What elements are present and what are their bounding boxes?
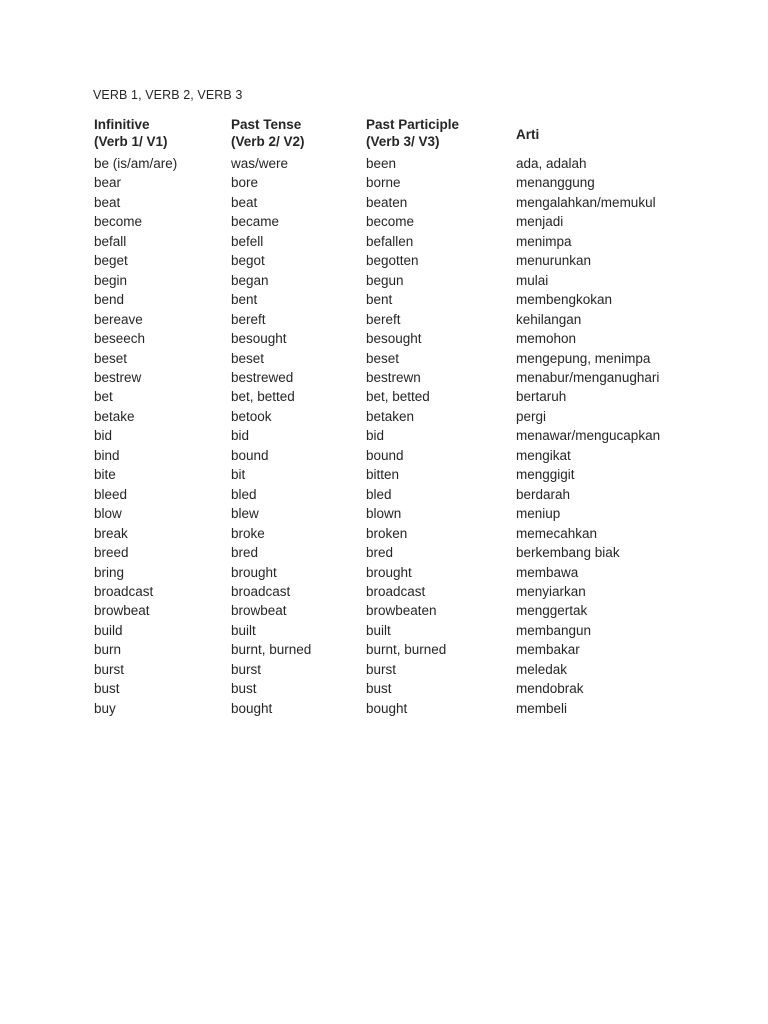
cell-past-tense: became — [231, 214, 280, 230]
table-row — [94, 485, 694, 504]
table-row — [94, 154, 694, 173]
cell-past-tense: was/were — [231, 156, 289, 171]
cell-arti: memohon — [516, 331, 577, 347]
cell-arti: meledak — [516, 661, 568, 677]
cell-past-tense: bet, betted — [231, 389, 295, 405]
cell-arti: pergi — [516, 408, 547, 424]
header-past-tense-line1: Past Tense — [231, 117, 302, 132]
cell-past-participle: bid — [366, 428, 385, 444]
table-row — [94, 543, 694, 562]
table-row — [94, 621, 694, 640]
table-row — [94, 446, 694, 465]
cell-infinitive: become — [94, 214, 143, 230]
cell-infinitive: betake — [94, 408, 135, 424]
cell-past-tense: bereft — [231, 311, 266, 327]
table-row — [94, 329, 694, 348]
cell-infinitive: bust — [94, 681, 120, 697]
header-past-tense-line2: (Verb 2/ V2) — [231, 134, 305, 149]
cell-infinitive: befall — [94, 233, 127, 249]
header-infinitive-line1: Infinitive — [94, 117, 150, 132]
cell-infinitive: bind — [94, 447, 120, 463]
table-row — [94, 193, 694, 212]
cell-infinitive: bestrew — [94, 369, 142, 385]
cell-past-tense: built — [231, 622, 256, 638]
cell-past-participle: bought — [366, 700, 408, 716]
table-row — [94, 368, 694, 387]
table-row — [94, 271, 694, 290]
table-row — [94, 563, 694, 582]
cell-infinitive: bet — [94, 389, 113, 405]
cell-arti: memecahkan — [516, 525, 598, 541]
cell-past-participle: bound — [366, 447, 404, 463]
cell-infinitive: burn — [94, 642, 122, 658]
cell-past-participle: bet, betted — [366, 389, 430, 405]
cell-past-tense: began — [231, 272, 269, 288]
cell-past-participle: begotten — [366, 253, 419, 269]
table-header — [94, 116, 694, 154]
cell-past-participle: beaten — [366, 194, 408, 210]
cell-past-participle: browbeaten — [366, 603, 437, 619]
cell-infinitive: blow — [94, 506, 122, 522]
cell-infinitive: bring — [94, 564, 125, 580]
header-past-tense — [231, 116, 366, 154]
cell-past-tense: bled — [231, 486, 257, 502]
cell-past-participle: beset — [366, 350, 400, 366]
cell-infinitive: broadcast — [94, 583, 154, 599]
cell-past-participle: burst — [366, 661, 397, 677]
document-title: VERB 1, VERB 2, VERB 3 — [93, 88, 243, 102]
cell-infinitive: browbeat — [94, 603, 150, 619]
table-row — [94, 601, 694, 620]
cell-arti: menawar/mengucapkan — [516, 428, 661, 444]
table-row — [94, 524, 694, 543]
cell-past-tense: beset — [231, 350, 265, 366]
cell-past-participle: bent — [366, 292, 393, 308]
cell-arti: kehilangan — [516, 311, 582, 327]
cell-arti: mulai — [516, 272, 549, 288]
cell-past-participle: bust — [366, 681, 392, 697]
cell-past-tense: bore — [231, 175, 259, 191]
cell-past-tense: broke — [231, 525, 265, 541]
cell-past-tense: broadcast — [231, 583, 291, 599]
cell-arti: menggigit — [516, 467, 575, 483]
cell-infinitive: beset — [94, 350, 128, 366]
table-row — [94, 504, 694, 523]
cell-infinitive: burst — [94, 661, 125, 677]
verb-table — [94, 116, 694, 718]
cell-arti: menurunkan — [516, 253, 592, 269]
table-row — [94, 173, 694, 192]
cell-past-tense: betook — [231, 408, 272, 424]
cell-arti: membakar — [516, 642, 580, 658]
header-infinitive — [94, 116, 231, 154]
cell-infinitive: break — [94, 525, 128, 541]
cell-arti: membeli — [516, 700, 568, 716]
header-past-participle-line1: Past Participle — [366, 117, 460, 132]
header-arti-line1: Arti — [516, 126, 540, 142]
cell-arti: bertaruh — [516, 389, 567, 405]
table-row — [94, 679, 694, 698]
cell-arti: mengepung, menimpa — [516, 350, 651, 366]
cell-past-tense: browbeat — [231, 603, 287, 619]
cell-past-tense: bestrewed — [231, 369, 294, 385]
cell-past-participle: burnt, burned — [366, 642, 447, 658]
cell-arti: membengkokan — [516, 292, 613, 308]
cell-infinitive: bend — [94, 292, 125, 308]
cell-arti: menyiarkan — [516, 583, 586, 599]
cell-past-tense: bound — [231, 447, 269, 463]
cell-past-tense: burst — [231, 661, 262, 677]
cell-past-participle: begun — [366, 272, 404, 288]
cell-arti: menabur/menganughari — [516, 369, 660, 385]
table-row — [94, 640, 694, 659]
table-body — [94, 154, 694, 718]
cell-arti: berdarah — [516, 486, 571, 502]
cell-arti: menimpa — [516, 233, 572, 249]
cell-past-tense: bought — [231, 700, 273, 716]
cell-arti: membangun — [516, 622, 592, 638]
cell-infinitive: bid — [94, 428, 113, 444]
cell-past-tense: brought — [231, 564, 277, 580]
cell-infinitive: bear — [94, 175, 122, 191]
cell-infinitive: begin — [94, 272, 128, 288]
cell-past-tense: blew — [231, 506, 259, 522]
cell-past-tense: bred — [231, 545, 259, 561]
table-row — [94, 426, 694, 445]
cell-arti: menggertak — [516, 603, 588, 619]
cell-arti: mengalahkan/memukul — [516, 194, 656, 210]
table-row — [94, 660, 694, 679]
cell-past-participle: bereft — [366, 311, 401, 327]
cell-past-tense: bent — [231, 292, 258, 308]
cell-past-participle: broken — [366, 525, 408, 541]
cell-past-tense: bid — [231, 428, 250, 444]
cell-infinitive: beseech — [94, 331, 146, 347]
cell-past-tense: burnt, burned — [231, 642, 312, 658]
cell-infinitive: bite — [94, 467, 116, 483]
cell-past-tense: befell — [231, 233, 264, 249]
cell-past-participle: bled — [366, 486, 392, 502]
cell-past-tense: bust — [231, 681, 257, 697]
cell-past-participle: befallen — [366, 233, 414, 249]
cell-arti: ada, adalah — [516, 156, 587, 171]
cell-arti: mengikat — [516, 447, 571, 463]
cell-arti: menanggung — [516, 175, 595, 191]
cell-infinitive: buy — [94, 700, 116, 716]
cell-past-participle: been — [366, 156, 397, 171]
cell-past-participle: built — [366, 622, 391, 638]
cell-infinitive: build — [94, 622, 123, 638]
header-past-participle-line2: (Verb 3/ V3) — [366, 134, 440, 149]
cell-past-participle: become — [366, 214, 415, 230]
cell-arti: mendobrak — [516, 681, 584, 697]
header-infinitive-line2: (Verb 1/ V1) — [94, 134, 168, 149]
cell-arti: membawa — [516, 564, 579, 580]
cell-past-tense: besought — [231, 331, 287, 347]
table-row — [94, 699, 694, 718]
cell-past-participle: bred — [366, 545, 394, 561]
cell-past-participle: bestrewn — [366, 369, 421, 385]
table-row — [94, 407, 694, 426]
header-arti — [516, 116, 694, 154]
table-row — [94, 387, 694, 406]
cell-infinitive: bleed — [94, 486, 128, 502]
header-past-participle — [366, 116, 516, 154]
cell-past-participle: besought — [366, 331, 422, 347]
cell-arti: menjadi — [516, 214, 564, 230]
table-row — [94, 349, 694, 368]
table-row — [94, 251, 694, 270]
cell-past-tense: beat — [231, 194, 258, 210]
cell-infinitive: breed — [94, 545, 129, 561]
table-row — [94, 310, 694, 329]
table-row — [94, 232, 694, 251]
cell-past-tense: bit — [231, 467, 246, 483]
cell-past-participle: betaken — [366, 408, 415, 424]
cell-infinitive: be (is/am/are) — [94, 156, 178, 171]
table-row — [94, 290, 694, 309]
cell-past-participle: broadcast — [366, 583, 426, 599]
table-row — [94, 465, 694, 484]
cell-arti: berkembang biak — [516, 545, 620, 561]
cell-past-participle: bitten — [366, 467, 400, 483]
cell-arti: meniup — [516, 506, 561, 522]
table-row — [94, 582, 694, 601]
cell-past-participle: borne — [366, 175, 401, 191]
cell-past-participle: brought — [366, 564, 412, 580]
header-row — [94, 116, 694, 154]
cell-infinitive: beat — [94, 194, 121, 210]
cell-past-tense: begot — [231, 253, 265, 269]
cell-infinitive: bereave — [94, 311, 143, 327]
cell-infinitive: beget — [94, 253, 128, 269]
cell-past-participle: blown — [366, 506, 402, 522]
table-row — [94, 212, 694, 231]
